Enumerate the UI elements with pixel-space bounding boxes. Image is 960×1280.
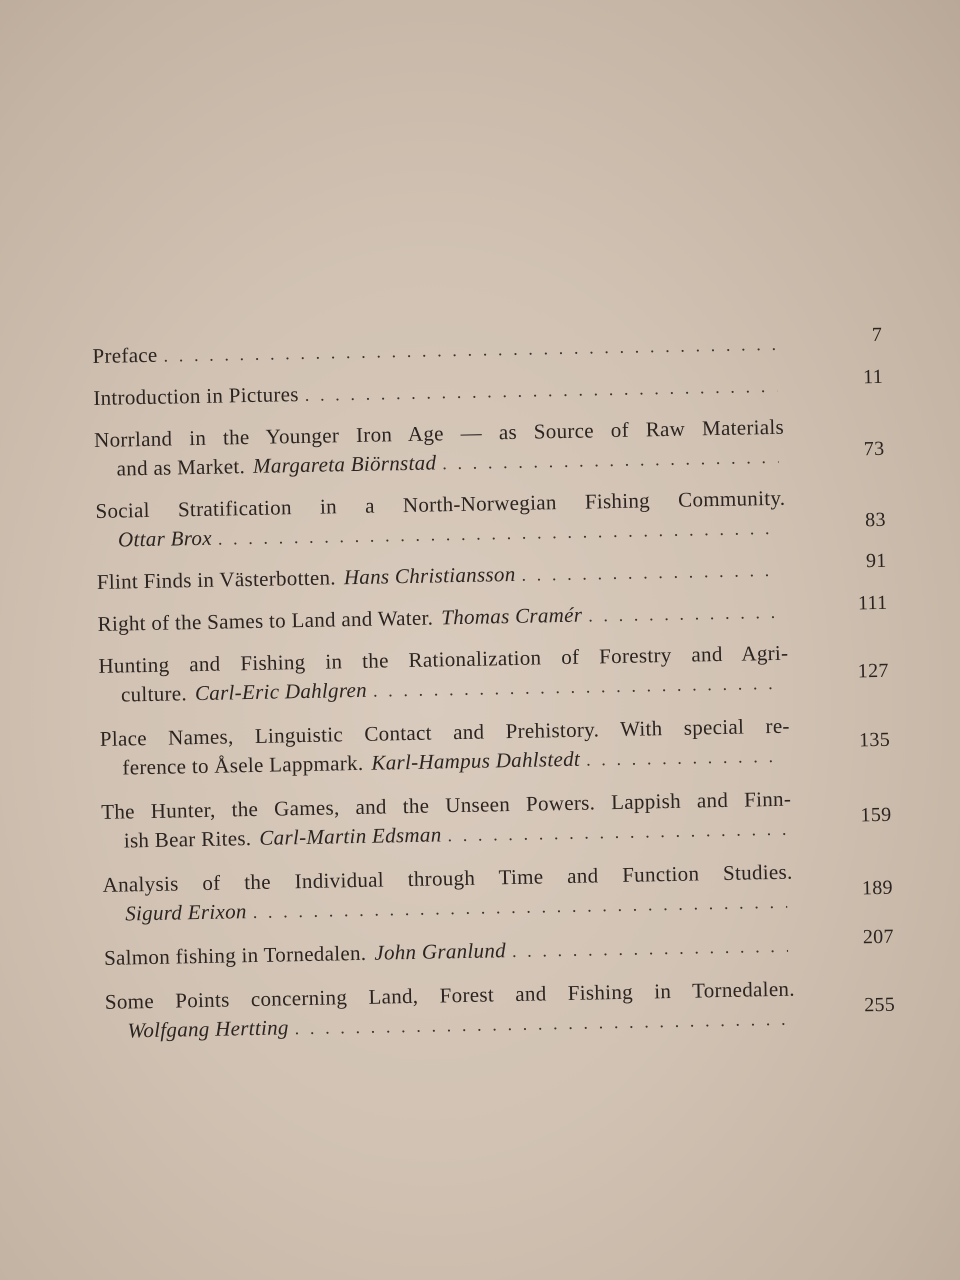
- entry-title-cont: ference to Åsele Lappmark.: [122, 750, 364, 780]
- page-number: 135: [858, 728, 891, 752]
- entry-title: Introduction in Pictures: [93, 382, 299, 410]
- page-number: 7: [871, 323, 883, 347]
- entry-title-cont: and as Market.: [116, 454, 246, 481]
- entry-title: Norrland in the Younger Iron Age — as Source of Raw Materials: [93, 414, 785, 452]
- toc-line: [97, 597, 787, 640]
- toc-entry-the-hunter: [101, 783, 902, 857]
- toc-line: [92, 329, 782, 372]
- page-number: 111: [857, 591, 888, 615]
- entry-author: Sigurd Erixon: [124, 899, 247, 926]
- toc-entry-social-stratification: [95, 482, 896, 556]
- entry-title: Hunting and Fishing in the Rationalization of Forestry and Agri-: [98, 640, 789, 678]
- dot-leader: [588, 598, 782, 631]
- entry-title: Right of the Sames to Land and Water.: [97, 605, 434, 636]
- toc-line: [97, 555, 787, 598]
- entry-title: Social Stratification in a North-Norwegian Fishing Community.: [95, 485, 786, 523]
- entry-author: Margareta Biörnstad: [252, 450, 437, 478]
- entry-author: Wolfgang Hertting: [127, 1015, 289, 1043]
- toc-entry-norrland: [94, 411, 895, 485]
- entry-title: Flint Finds in Västerbotten.: [96, 565, 337, 594]
- page-number: 127: [857, 659, 889, 683]
- entry-author: Carl-Eric Dahlgren: [194, 677, 368, 706]
- toc-line: [93, 371, 783, 414]
- entry-title: Salmon fishing in Tornedalen.: [103, 940, 367, 970]
- entry-title: Place Names, Linguistic Contact and Prehistory. With special re-: [99, 713, 790, 751]
- table-of-contents: [92, 315, 906, 1047]
- dot-leader: [442, 443, 779, 478]
- entry-title: Some Points concerning Land, Forest and Fishing in Tornedalen.: [104, 976, 796, 1014]
- toc-entry-analysis: [102, 856, 903, 930]
- entry-author: John Granlund: [374, 938, 507, 965]
- entry-author: Karl-Hampus Dahlstedt: [371, 746, 581, 775]
- toc-entry-right-of-sames: [97, 591, 897, 640]
- page-number: 11: [862, 365, 884, 389]
- dot-leader: [512, 932, 789, 966]
- entry-author: Thomas Cramér: [440, 602, 583, 630]
- entry-title: Preface: [92, 342, 158, 368]
- page-number: 83: [864, 508, 887, 532]
- page-number: 255: [863, 993, 896, 1017]
- entry-title-cont: ish Bear Rites.: [123, 826, 252, 853]
- toc-entry-salmon-fishing: [103, 925, 904, 974]
- entry-author: Hans Christiansson: [343, 561, 516, 590]
- toc-entry-introduction: [93, 365, 893, 414]
- entry-title: Analysis of the Individual through Time and Function Studies.: [102, 859, 793, 897]
- page-number: 91: [865, 549, 887, 573]
- toc-entry-flint-finds: [96, 549, 897, 598]
- dot-leader: [163, 330, 776, 371]
- toc-entry-some-points: [105, 973, 906, 1047]
- dot-leader: [521, 556, 781, 590]
- toc-entry-place-names: [100, 710, 901, 784]
- page-number: 73: [863, 437, 885, 461]
- toc-line: [104, 931, 794, 974]
- dot-leader: [586, 742, 785, 775]
- page-number: 207: [862, 925, 895, 949]
- entry-author: Carl-Martin Edsman: [259, 822, 442, 850]
- dot-leader: [305, 372, 778, 410]
- toc-entry-preface: [92, 323, 892, 372]
- entry-author: Ottar Brox: [117, 525, 213, 552]
- dot-leader: [447, 815, 786, 850]
- entry-title-cont: culture.: [120, 681, 188, 707]
- page-number: 189: [861, 876, 894, 900]
- toc-entry-hunting-fishing: [98, 637, 899, 711]
- page-number: 159: [860, 803, 892, 827]
- entry-title: The Hunter, the Games, and the Unseen Powers. Lappish and Finn-: [101, 786, 792, 824]
